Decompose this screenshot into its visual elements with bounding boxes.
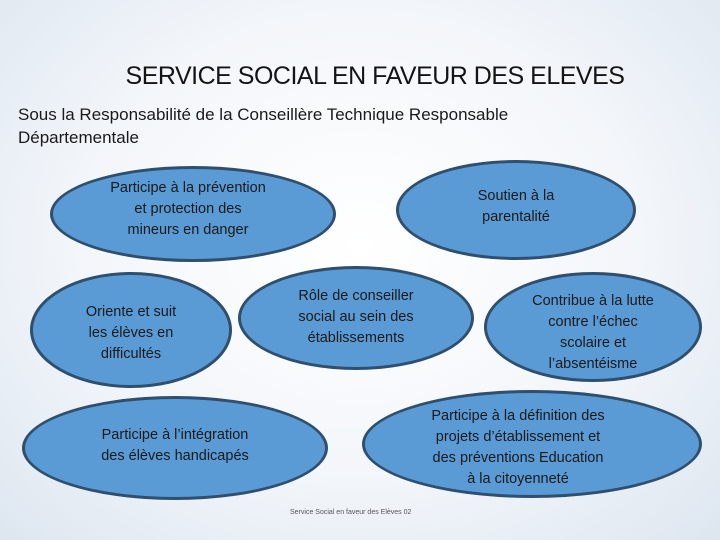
node-projets-label: Participe à la définition des projets d’établissement et des préventions Education à la citoyenneté bbox=[431, 408, 605, 487]
subtitle-line-1: Sous la Responsabilité de la Conseillère Technique Responsable bbox=[18, 105, 509, 124]
node-oriente-label: Oriente et suit les élèves en difficultés bbox=[85, 304, 177, 362]
page-title: SERVICE SOCIAL EN FAVEUR DES ELEVES bbox=[125, 62, 625, 90]
node-parentalite-label: Soutien à la parentalité bbox=[477, 188, 555, 225]
node-integration-label: Participe à l’intégration des élèves handicapés bbox=[101, 427, 249, 464]
node-role-label: Rôle de conseiller social au sein des établissements bbox=[298, 288, 414, 346]
footer-text: Service Social en faveur des Elèves 02 bbox=[290, 509, 412, 516]
subtitle-line-2: Départementale bbox=[18, 128, 139, 147]
node-prevention-label: Participe à la prévention et protection des mineurs en danger bbox=[110, 180, 266, 238]
node-echec-label: Contribue à la lutte contre l’échec scolaire et l’absentéisme bbox=[532, 293, 654, 372]
subtitle bbox=[18, 103, 578, 149]
